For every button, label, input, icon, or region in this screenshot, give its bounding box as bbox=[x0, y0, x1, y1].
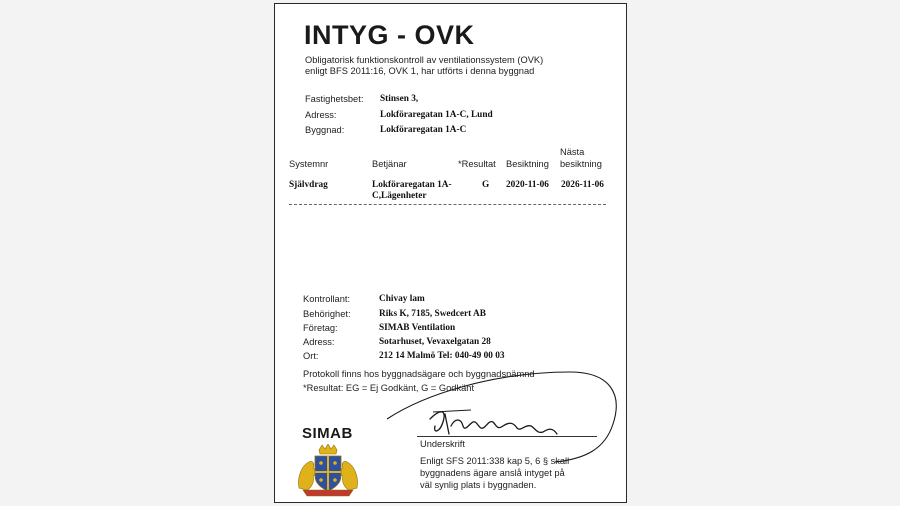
foretag-value: SIMAB Ventilation bbox=[379, 323, 456, 333]
controller-address-value: Sotarhuset, Vevaxelgatan 28 bbox=[379, 337, 491, 347]
header-besiktning: Besiktning bbox=[506, 159, 549, 169]
property-address-value: Lokföraregatan 1A-C, Lund bbox=[380, 110, 493, 120]
header-nasta-line2: besiktning bbox=[560, 159, 602, 169]
signature-label: Underskrift bbox=[420, 439, 465, 449]
foretag-label: Företag: bbox=[303, 323, 338, 333]
header-nasta-line1: Nästa bbox=[560, 147, 585, 157]
simab-logo-text: SIMAB bbox=[302, 425, 353, 442]
handwritten-signature bbox=[385, 364, 625, 474]
table-divider bbox=[289, 204, 606, 205]
controller-address-label: Adress: bbox=[303, 337, 335, 347]
kontrollant-value: Chivay lam bbox=[379, 294, 425, 304]
legal-line2: byggnadens ägare anslå intyget på bbox=[420, 468, 565, 478]
building-label: Byggnad: bbox=[305, 125, 345, 135]
row-betjanar-line1: Lokföraregatan 1A- bbox=[372, 180, 452, 190]
fastighetsbet-value: Stinsen 3, bbox=[380, 94, 419, 104]
fastighetsbet-label: Fastighetsbet: bbox=[305, 94, 364, 104]
kontrollant-label: Kontrollant: bbox=[303, 294, 351, 304]
ort-label: Ort: bbox=[303, 351, 319, 361]
building-value: Lokföraregatan 1A-C bbox=[380, 125, 467, 135]
row-resultat: G bbox=[482, 180, 490, 190]
header-resultat: *Resultat bbox=[458, 159, 496, 169]
row-systemnr: Självdrag bbox=[289, 180, 328, 190]
certificate-sheet bbox=[274, 3, 627, 503]
row-besiktning: 2020-11-06 bbox=[506, 180, 549, 190]
crest-logo-icon bbox=[295, 444, 361, 498]
property-address-label: Adress: bbox=[305, 110, 337, 120]
certificate-subtitle-line1: Obligatorisk funktionskontroll av ventilationssystem (OVK) bbox=[305, 55, 544, 65]
header-systemnr: Systemnr bbox=[289, 159, 329, 169]
certificate-subtitle-line2: enligt BFS 2011:16, OVK 1, har utförts i denna byggnad bbox=[305, 66, 535, 76]
header-betjanar: Betjänar bbox=[372, 159, 407, 169]
row-nasta-besiktning: 2026-11-06 bbox=[561, 180, 604, 190]
protokoll-note: Protokoll finns hos byggnadsägare och byggnadsnämnd bbox=[303, 369, 535, 379]
ort-value: 212 14 Malmö Tel: 040-49 00 03 bbox=[379, 351, 505, 361]
certificate-title: INTYG - OVK bbox=[304, 20, 475, 50]
behorighet-value: Riks K, 7185, Swedcert AB bbox=[379, 309, 486, 319]
behorighet-label: Behörighet: bbox=[303, 309, 351, 319]
resultat-key-note: *Resultat: EG = Ej Godkänt, G = Godkänt bbox=[303, 383, 475, 393]
legal-line1: Enligt SFS 2011:338 kap 5, 6 § skall bbox=[420, 456, 570, 466]
legal-line3: väl synlig plats i byggnaden. bbox=[420, 480, 537, 490]
row-betjanar-line2: C,Lägenheter bbox=[372, 191, 427, 201]
